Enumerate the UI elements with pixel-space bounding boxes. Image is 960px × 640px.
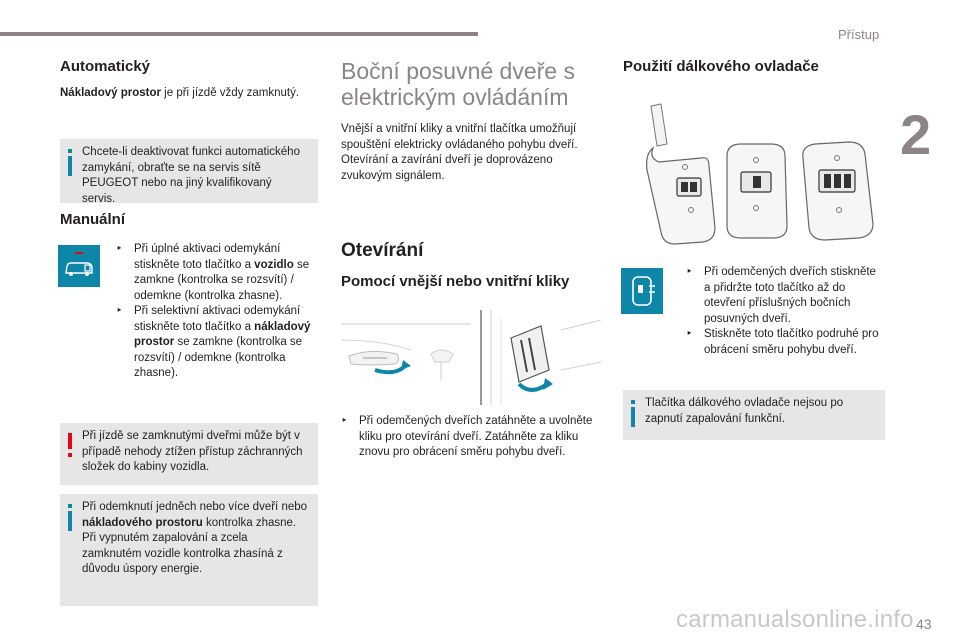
info-box-deactivate <box>60 139 318 203</box>
handle-bullets <box>341 414 599 461</box>
info-remote-text: Tlačítka dálkového ovladače nejsou po zapnutí zapalování funkční. <box>645 397 844 425</box>
bullet-press-again: ‣ Stiskněte toto tlačítko podruhé pro obrácení směru pohybu dveří. <box>686 327 882 358</box>
section-title: Přístup <box>838 27 880 42</box>
remote-heading: Použití dálkového ovladače <box>623 58 819 75</box>
door-handle-illustration <box>341 310 601 405</box>
header-rule <box>0 32 478 36</box>
automatic-text <box>60 86 320 102</box>
sliding-door-button-icon <box>621 268 663 314</box>
bullet-selective-unlock: ‣ Při selektivní aktivaci odemykání stiskněte toto tlačítko a nákladový prostor se zamkne (kontrolka se rozsvítí) / odemkne (kontrolka zhasne). <box>116 304 322 382</box>
remote-key-icons <box>623 100 883 250</box>
automatic-heading: Automatický <box>60 58 151 75</box>
warning-text: Při jízdě se zamknutými dveřmi může být v případě nehody ztížen přístup záchranných složek do kabiny vozidla. <box>82 430 303 473</box>
info-text: Chcete-li deaktivovat funkci automatického zamykání, obraťte se na servis sítě PEUGEOT nebo na jiný kvalifikovaný servis. <box>82 146 300 205</box>
intro-text: Vnější a vnitřní kliky a vnitřní tlačítka umožňují spouštění elektricky ovládaného pohybu dveří. Otevírání a zavírání dveří je doprovázeno zvukovým signálem. <box>341 123 578 182</box>
info-icon <box>68 149 72 185</box>
key-fob-2 <box>727 144 787 238</box>
chapter-number: 2 <box>900 103 932 166</box>
automatic-text-rest: je při jízdě vždy zamknutý. <box>160 87 300 99</box>
bullet-press-hold: ‣ Při odemčených dveřích stiskněte a přidržte toto tlačítko až do otevření příslušných bočních posuvných dveří. <box>686 265 882 327</box>
watermark: carmanualsonline.info <box>676 606 914 633</box>
warning-box <box>60 423 318 485</box>
key-fob-3 <box>803 142 873 240</box>
info-icon <box>631 400 635 436</box>
page-number: 43 <box>916 616 932 632</box>
bullet-full-unlock: ‣ Při úplné aktivaci odemykání stiskněte toto tlačítko a vozidlo se zamkne (kontrolka se rozsvítí) / odemkne (kontrolka zhasne). <box>116 242 322 304</box>
manual-bullets <box>116 242 322 382</box>
page-title: Boční posuvné dveře s elektrickým ovládáním <box>341 58 575 110</box>
cargo-label: Nákladový prostor <box>60 87 161 99</box>
handles-illustration <box>341 310 601 405</box>
remote-keys-illustration <box>623 100 883 250</box>
lock-button-icon <box>58 245 100 287</box>
warning-icon <box>68 433 72 459</box>
opening-heading: Otevírání <box>341 240 424 261</box>
manual-heading: Manuální <box>60 211 126 228</box>
bullet-handle: ‣ Při odemčených dveřích zatáhněte a uvolněte kliku pro otevírání dveří. Zatáhněte za kliku znovu pro obrácení směru pohybu dveří. <box>341 414 599 461</box>
remote-bullets <box>686 265 882 358</box>
info-icon <box>68 504 72 540</box>
handle-heading: Pomocí vnější nebo vnitřní kliky <box>341 273 570 290</box>
info-box-remote <box>623 390 885 440</box>
info-unlock-text: Při odemknutí jedněch nebo více dveří nebo nákladového prostoru kontrolka zhasne. <box>82 501 308 529</box>
info-box-unlock <box>60 494 318 606</box>
van-lock-icon <box>58 245 100 287</box>
info-ignition-text: Při vypnutém zapalování a zcela zamknutém vozidle kontrolka zhasíná z důvodu úspory energie. <box>82 532 283 575</box>
key-fob-1 <box>647 104 715 244</box>
sliding-door-icon <box>621 268 663 314</box>
